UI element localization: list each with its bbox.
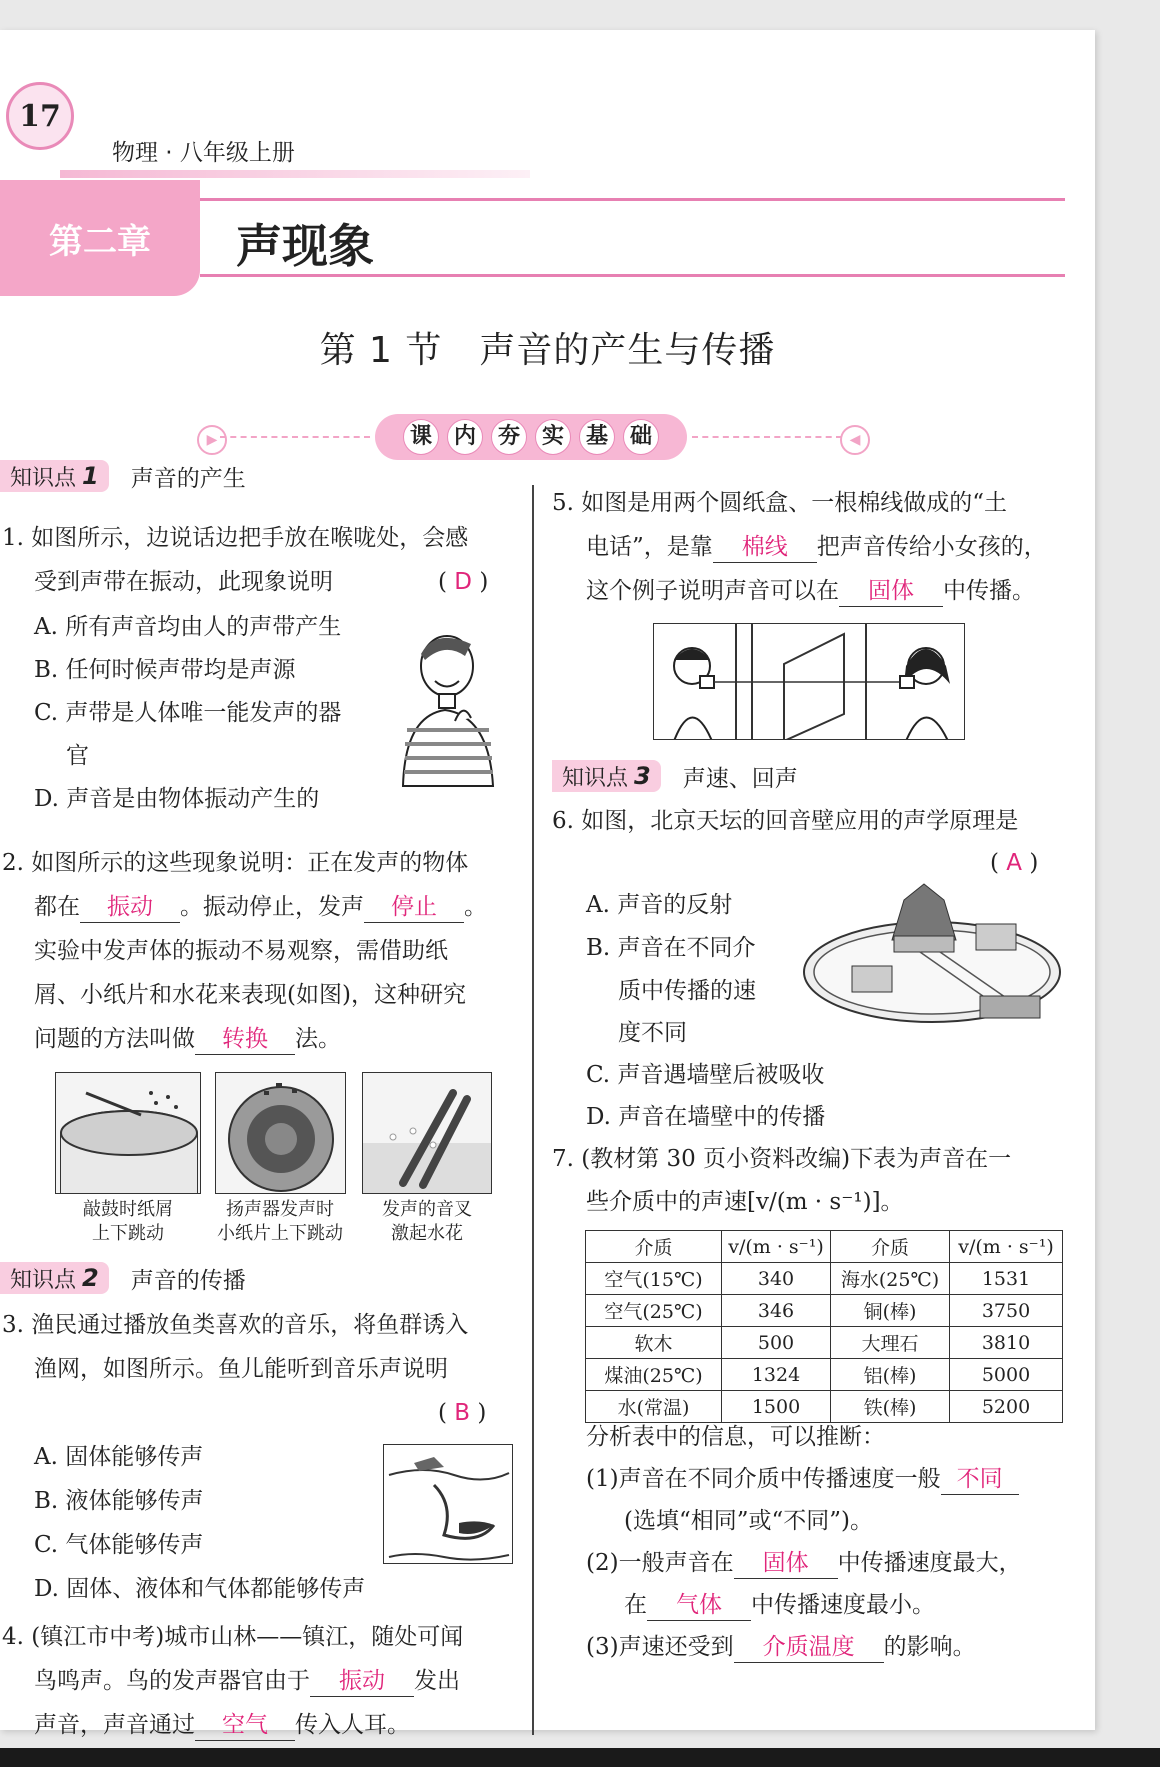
q7-sub1 (586, 1464, 1019, 1495)
banner-rule-right (692, 436, 842, 438)
kp-tag-label: 知识点 (562, 765, 629, 791)
q4-line1: 4. (镇江市中考)城市山林——镇江，随处可闻 (2, 1624, 464, 1650)
q2-line3: 实验中发声体的振动不易观察，需借助纸 (34, 938, 448, 964)
q7-answer-4: 介质温度 (734, 1632, 884, 1663)
q7-sub3 (586, 1632, 976, 1663)
q7-line2: 些介质中的声速[v/(m · s⁻¹)]。 (586, 1189, 904, 1215)
kp-number: 1 (82, 462, 99, 490)
table-cell: 346 (722, 1295, 831, 1327)
q5-line3 (586, 576, 1035, 607)
table-row (586, 1391, 1063, 1423)
table-cell: 500 (722, 1327, 831, 1359)
q6-option-a: A. 声音的反射 (586, 892, 733, 918)
table-cell: 铝(棒) (831, 1359, 950, 1391)
q2-text: 法。 (295, 1026, 341, 1052)
q5-text: 中传播。 (943, 578, 1035, 604)
chapter-rule-top (200, 198, 1065, 201)
q5-text: 电话”，是靠 (586, 534, 713, 560)
q3-answer-bracket: ( B ) (438, 1400, 487, 1426)
tuning-fork-illustration (362, 1072, 492, 1194)
table-header-cell: 介质 (831, 1231, 950, 1263)
table-cell: 空气(25℃) (586, 1295, 722, 1327)
table-row (586, 1359, 1063, 1391)
knowledge-point-2 (0, 1262, 246, 1294)
q3-line1: 3. 渔民通过播放鱼类喜欢的音乐，将鱼群诱入 (2, 1312, 469, 1338)
table-cell: 软木 (586, 1327, 722, 1359)
book-title: 物理 · 八年级上册 (112, 140, 295, 166)
knowledge-point-1 (0, 460, 246, 492)
q2-line1: 2. 如图所示的这些现象说明：正在发声的物体 (2, 850, 469, 876)
speaker-illustration (215, 1072, 346, 1194)
table-cell: 3810 (950, 1327, 1063, 1359)
q6-answer: A (1006, 850, 1023, 876)
q4-text: 声音，声音通过 (34, 1712, 195, 1738)
q3-option-b: B. 液体能够传声 (34, 1488, 204, 1514)
q4-text: 传入人耳。 (295, 1712, 410, 1738)
q7-sub2 (586, 1548, 1022, 1579)
boy-speaking-illustration (385, 626, 510, 788)
banner-char: 内 (447, 419, 483, 455)
q7-answer-3: 气体 (647, 1590, 751, 1621)
q5-answer-2: 固体 (839, 576, 943, 607)
kp-tag-label: 知识点 (10, 1267, 77, 1293)
q2-text: 都在 (34, 894, 80, 920)
q7-text: 中传播速度最小。 (751, 1592, 935, 1618)
q1-answer: D (454, 569, 473, 595)
table-header-cell: v/(m · s⁻¹) (722, 1231, 831, 1263)
section-banner (375, 414, 687, 460)
kp-title: 声速、回声 (682, 765, 798, 792)
table-cell: 海水(25℃) (831, 1263, 950, 1295)
kp-title: 声音的传播 (130, 1267, 246, 1294)
q3-option-d: D. 固体、液体和气体都能够传声 (34, 1576, 366, 1602)
sound-speed-table (585, 1230, 1063, 1423)
caption-speaker (200, 1198, 360, 1246)
q6-option-d: D. 声音在墙壁中的传播 (586, 1104, 826, 1130)
chapter-title: 声现象 (236, 219, 374, 273)
q1-option-a: A. 所有声音均由人的声带产生 (34, 614, 342, 640)
q6-option-b-cont1: 质中传播的速 (618, 978, 756, 1004)
q7-sub2-cont (624, 1590, 935, 1621)
q1-option-c-cont: 官 (66, 743, 89, 769)
q6-option-b: B. 声音在不同介 (586, 935, 756, 961)
table-header-row (586, 1231, 1063, 1263)
echo-wall-illustration (800, 880, 1065, 1032)
caption-tuning-fork (358, 1198, 496, 1246)
q7-text: 的影响。 (883, 1634, 976, 1660)
column-divider (532, 485, 534, 1735)
caption-line: 扬声器发声时 (226, 1199, 334, 1220)
q1-option-c: C. 声带是人体唯一能发声的器 (34, 700, 342, 726)
table-cell: 5000 (950, 1359, 1063, 1391)
table-cell: 铜(棒) (831, 1295, 950, 1327)
q7-text: 中传播速度最大， (837, 1550, 1022, 1576)
section-title: 第 1 节 声音的产生与传播 (319, 330, 776, 371)
banner-char: 础 (623, 419, 659, 455)
q3-line2: 渔网，如图所示。鱼儿能听到音乐声说明 (34, 1356, 448, 1382)
caption-line: 上下跳动 (92, 1223, 164, 1244)
q7-answer-1: 不同 (941, 1464, 1019, 1495)
caption-drum (50, 1198, 206, 1246)
q7-text: (2)一般声音在 (586, 1550, 734, 1576)
q4-answer-1: 振动 (310, 1666, 414, 1697)
q2-line4: 屑、小纸片和水花来表现(如图)，这种研究 (34, 982, 466, 1008)
q1-line2: 受到声带在振动，此现象说明 (34, 569, 333, 595)
chevron-right-icon: ▶ (197, 425, 227, 455)
q2-text: 问题的方法叫做 (34, 1026, 195, 1052)
string-telephone-illustration (653, 623, 965, 740)
q7-answer-2: 固体 (734, 1548, 838, 1579)
banner-char: 夯 (491, 419, 527, 455)
q7-line1: 7. (教材第 30 页小资料改编)下表为声音在一 (552, 1146, 1012, 1172)
q1-option-d: D. 声音是由物体振动产生的 (34, 786, 320, 812)
q6-answer-bracket: ( A ) (990, 850, 1039, 876)
q7-text: 在 (624, 1592, 647, 1618)
table-cell: 5200 (950, 1391, 1063, 1423)
banner-char: 实 (535, 419, 571, 455)
banner-char: 基 (579, 419, 615, 455)
table-cell: 水(常温) (586, 1391, 722, 1423)
textbook-page (0, 30, 1095, 1738)
caption-line: 小纸片上下跳动 (217, 1223, 343, 1244)
table-header-cell: 介质 (586, 1231, 722, 1263)
table-cell: 340 (722, 1263, 831, 1295)
q2-answer-1: 振动 (80, 892, 180, 923)
page-number: 17 (19, 98, 61, 134)
q2-text: 。 (464, 894, 487, 920)
q7-text: (3)声速还受到 (586, 1634, 734, 1660)
q4-line2 (34, 1666, 460, 1697)
caption-line: 发声的音叉 (382, 1199, 472, 1220)
q1-line1: 1. 如图所示，边说话边把手放在喉咙处，会感 (2, 525, 469, 551)
q7-text: (1)声音在不同介质中传播速度一般 (586, 1466, 941, 1492)
knowledge-point-3 (552, 760, 798, 792)
table-cell: 1500 (722, 1391, 831, 1423)
kp-number: 2 (82, 1264, 99, 1292)
q3-option-a: A. 固体能够传声 (34, 1444, 204, 1470)
q3-option-c: C. 气体能够传声 (34, 1532, 204, 1558)
table-cell: 空气(15℃) (586, 1263, 722, 1295)
kp-title: 声音的产生 (130, 465, 246, 492)
q4-text: 鸟鸣声。鸟的发声器官由于 (34, 1668, 310, 1694)
q2-line5 (34, 1024, 341, 1055)
q4-answer-2: 空气 (195, 1710, 295, 1741)
chevron-left-icon: ◀ (840, 425, 870, 455)
table-cell: 1531 (950, 1263, 1063, 1295)
table-cell: 铁(棒) (831, 1391, 950, 1423)
table-row (586, 1295, 1063, 1327)
q6-option-b-cont2: 度不同 (618, 1020, 687, 1046)
caption-line: 激起水花 (391, 1223, 463, 1244)
kp-number: 3 (634, 762, 651, 790)
page-number-badge (6, 82, 74, 150)
q2-answer-2: 停止 (364, 892, 464, 923)
q1-answer-bracket: ( D ) (438, 569, 489, 595)
q5-line2 (586, 532, 1047, 563)
q2-line2 (34, 892, 487, 923)
q6-line1: 6. 如图，北京天坛的回音壁应用的声学原理是 (552, 808, 1019, 834)
caption-line: 敲鼓时纸屑 (83, 1199, 173, 1220)
q4-line3 (34, 1710, 410, 1741)
drum-illustration (55, 1072, 201, 1194)
fishing-illustration (383, 1444, 513, 1564)
header-band (60, 170, 530, 178)
table-row (586, 1263, 1063, 1295)
q5-text: 这个例子说明声音可以在 (586, 578, 839, 604)
q7-analysis: 分析表中的信息，可以推断： (586, 1424, 885, 1450)
q6-option-c: C. 声音遇墙壁后被吸收 (586, 1062, 825, 1088)
banner-char: 课 (403, 419, 439, 455)
q1-option-b: B. 任何时候声带均是声源 (34, 657, 296, 683)
table-cell: 1324 (722, 1359, 831, 1391)
table-header-cell: v/(m · s⁻¹) (950, 1231, 1063, 1263)
q2-text: 。振动停止，发声 (180, 894, 364, 920)
q5-text: 把声音传给小女孩的， (816, 534, 1047, 560)
q5-answer-1: 棉线 (713, 532, 817, 563)
table-cell: 煤油(25℃) (586, 1359, 722, 1391)
chapter-label: 第二章 (0, 180, 200, 296)
kp-tag-label: 知识点 (10, 465, 77, 491)
q7-sub1-cont: (选填“相同”或“不同”)。 (624, 1508, 873, 1534)
q5-line1: 5. 如图是用两个圆纸盒、一根棉线做成的“土 (552, 490, 1008, 516)
table-cell: 3750 (950, 1295, 1063, 1327)
banner-rule-left (220, 436, 370, 438)
q2-answer-3: 转换 (195, 1024, 295, 1055)
table-row (586, 1327, 1063, 1359)
q3-answer: B (454, 1400, 471, 1426)
table-cell: 大理石 (831, 1327, 950, 1359)
q4-text: 发出 (414, 1668, 460, 1694)
bottom-bar (0, 1748, 1160, 1767)
